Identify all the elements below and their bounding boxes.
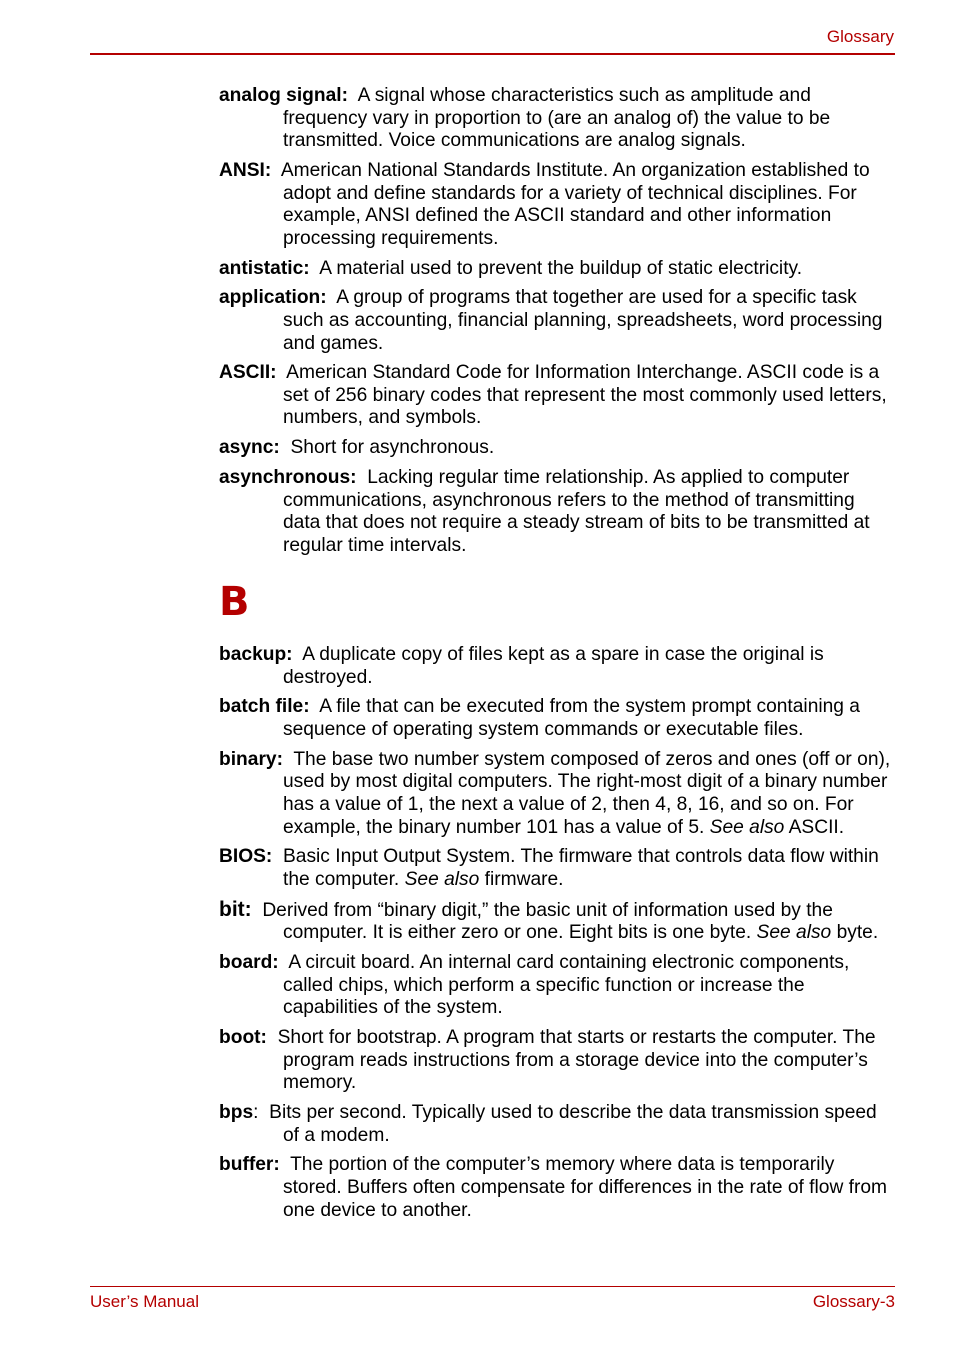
running-header: Glossary xyxy=(826,27,894,46)
glossary-term: binary: xyxy=(219,748,283,770)
glossary-entry-board xyxy=(219,952,895,1020)
glossary-definition: American National Standards Institute. An organization established to adopt and define standards for a variety of technical disciplines. For example, ANSI defined the ASCII standard and other information processing requirements. xyxy=(280,159,870,249)
glossary-definition: Short for bootstrap. A program that starts or restarts the computer. The program reads instructions from a storage device into the computer’s memory. xyxy=(277,1027,876,1094)
glossary-definition: Lacking regular time relationship. As applied to computer communications, asynchronous refers to the method of transmitting data that does not require a steady stream of bits to be transmitted at regular time intervals. xyxy=(283,467,870,556)
glossary-definition: Basic Input Output System. The firmware that controls data flow within the computer. xyxy=(282,846,879,890)
glossary-definition: A file that can be executed from the system prompt containing a sequence of operating system commands or executable files. xyxy=(283,696,860,740)
glossary-entry-asynchronous xyxy=(219,467,895,557)
glossary-definition: Short for asynchronous. xyxy=(290,437,495,459)
glossary-definition: The portion of the computer’s memory where data is temporarily stored. Buffers often compensate for differences in the rate of flow from one device to another. xyxy=(283,1154,888,1221)
header-rule xyxy=(90,53,895,55)
glossary-term: bps xyxy=(219,1102,254,1123)
glossary-entry-antistatic xyxy=(219,258,895,281)
glossary-entry-analog-signal xyxy=(219,85,895,153)
glossary-entry-buffer xyxy=(219,1154,895,1222)
see-also-label: See also xyxy=(709,816,785,838)
glossary-term: analog signal: xyxy=(219,85,349,106)
glossary-term: batch file: xyxy=(219,696,310,718)
glossary-term: ASCII: xyxy=(219,362,277,384)
glossary-entry-boot xyxy=(219,1027,895,1095)
glossary-entry-ansi xyxy=(219,160,895,250)
glossary-entry-bps xyxy=(219,1102,895,1147)
glossary-definition: Bits per second. Typically used to describe the data transmission speed of a modem. xyxy=(269,1102,877,1146)
glossary-term: asynchronous: xyxy=(219,467,357,489)
footer-manual-title: User’s Manual xyxy=(90,1292,199,1311)
glossary-entry-application xyxy=(219,287,895,355)
glossary-definition: Derived from “binary digit,” the basic unit of information used by the computer. It is either zero or one. Eight bits is one byte. xyxy=(262,899,833,944)
glossary-definition: A signal whose characteristics such as amplitude and frequency vary in proportion to (are an analog of) the value to be transmitted. Voice communications are analog signals. xyxy=(283,85,831,152)
section-letter-heading: B xyxy=(219,579,250,625)
glossary-term: async: xyxy=(219,437,280,459)
glossary-definition: The base two number system composed of zeros and ones (off or on), used by most digital computers. The right-most digit of a binary number has a value of 1, the next a value of 2, then 4, 8, 16, and so on. For example, the binary number 101 has a value of 5. xyxy=(283,748,891,838)
glossary-entry-backup xyxy=(219,644,895,689)
glossary-term: boot: xyxy=(219,1027,267,1049)
glossary-term: buffer: xyxy=(219,1154,280,1176)
glossary-definition: American Standard Code for Information Interchange. ASCII code is a set of 256 binary codes that represent the most commonly used letters, numbers, and symbols. xyxy=(283,362,887,429)
footer-rule xyxy=(90,1286,895,1287)
glossary-term: board: xyxy=(219,952,279,974)
term-separator: : xyxy=(253,1102,259,1123)
glossary-section-a xyxy=(219,85,895,565)
see-also-label: See also xyxy=(756,922,832,944)
see-also-reference: byte. xyxy=(836,922,879,944)
see-also-label: See also xyxy=(404,868,480,890)
glossary-term: ANSI: xyxy=(219,159,272,181)
glossary-term: bit: xyxy=(219,897,252,921)
glossary-term: antistatic: xyxy=(219,257,310,279)
see-also-reference: firmware. xyxy=(484,868,564,890)
glossary-definition: A circuit board. An internal card containing electronic components, called chips, which perform a specific function or increase the capabilities of the system. xyxy=(283,952,850,1019)
glossary-entry-batch-file xyxy=(219,696,895,741)
glossary-term: backup: xyxy=(219,644,293,665)
glossary-entry-bios xyxy=(219,846,895,891)
glossary-definition: A material used to prevent the buildup of static electricity. xyxy=(319,257,803,279)
see-also-reference: ASCII. xyxy=(788,816,845,838)
glossary-entry-bit xyxy=(219,899,895,945)
footer-page-number: Glossary-3 xyxy=(812,1292,895,1311)
glossary-definition: A group of programs that together are used for a specific task such as accounting, financial planning, spreadsheets, word processing and games. xyxy=(283,287,883,354)
glossary-term: BIOS: xyxy=(219,846,273,868)
glossary-entry-async xyxy=(219,437,895,460)
glossary-entry-ascii xyxy=(219,362,895,430)
glossary-definition: A duplicate copy of files kept as a spare in case the original is destroyed. xyxy=(283,644,824,688)
glossary-term: application: xyxy=(219,287,327,309)
glossary-section-b xyxy=(219,579,895,1229)
glossary-entry-binary xyxy=(219,749,895,839)
